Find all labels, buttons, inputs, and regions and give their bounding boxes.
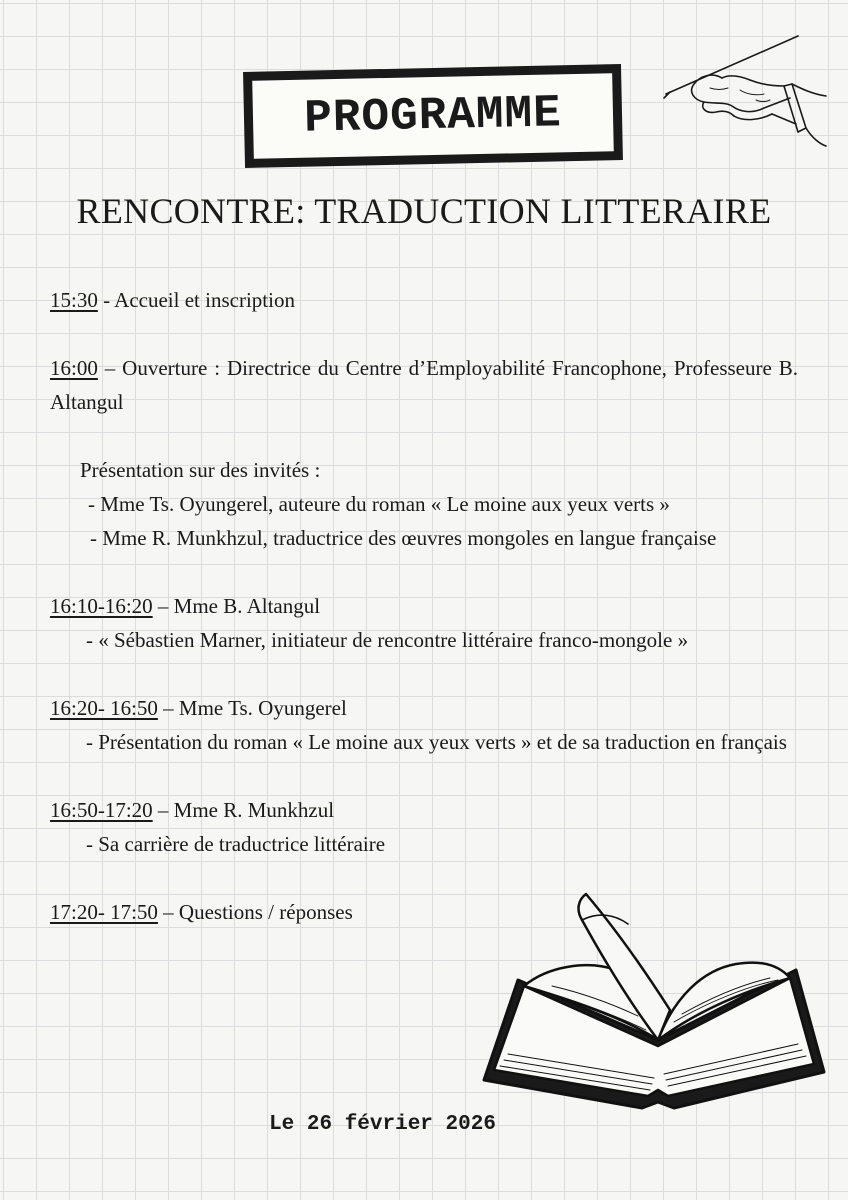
program-schedule xyxy=(50,283,798,929)
guest-line: - Mme R. Munkhzul, traductrice des œuvres mongoles en langue française xyxy=(90,526,717,550)
title-frame xyxy=(243,64,623,168)
schedule-item xyxy=(50,351,798,419)
schedule-detail: - Sa carrière de traductrice littéraire xyxy=(86,832,386,856)
event-date: Le 26 février 2026 xyxy=(269,1113,496,1136)
schedule-text: – Mme Ts. Oyungerel xyxy=(157,696,347,720)
schedule-item xyxy=(50,589,798,623)
schedule-item xyxy=(50,691,798,725)
schedule-time: 16:50-17:20 xyxy=(50,798,153,822)
schedule-text: – Mme R. Munkhzul xyxy=(152,798,335,822)
schedule-time: 16:00 xyxy=(50,356,98,380)
schedule-time: 17:20- 17:50 xyxy=(50,900,158,924)
schedule-item xyxy=(50,283,798,317)
guest-line: - Mme Ts. Oyungerel, auteure du roman « Le moine aux yeux verts » xyxy=(88,492,670,516)
schedule-item xyxy=(50,793,798,827)
schedule-detail: - Présentation du roman « Le moine aux yeux verts » et de sa traduction en français xyxy=(86,730,787,754)
guests-intro: Présentation sur des invités : xyxy=(80,458,321,482)
hand-with-quill-icon xyxy=(660,28,830,158)
schedule-text: – Questions / réponses xyxy=(157,900,353,924)
schedule-detail: - « Sébastien Marner, initiateur de rencontre littéraire franco-mongole » xyxy=(86,628,689,652)
event-subtitle: RENCONTRE: TRADUCTION LITTERAIRE xyxy=(76,191,772,231)
page-title: PROGRAMME xyxy=(252,73,614,159)
schedule-text: - Accueil et inscription xyxy=(97,288,295,312)
schedule-text: – Ouverture : Directrice du Centre d’Employabilité Francophone, Professeure B. Altangul xyxy=(50,356,798,414)
schedule-time: 16:10-16:20 xyxy=(50,594,153,618)
schedule-text: – Mme B. Altangul xyxy=(152,594,321,618)
schedule-time: 16:20- 16:50 xyxy=(50,696,158,720)
open-book-icon xyxy=(478,890,830,1115)
schedule-time: 15:30 xyxy=(50,288,98,312)
